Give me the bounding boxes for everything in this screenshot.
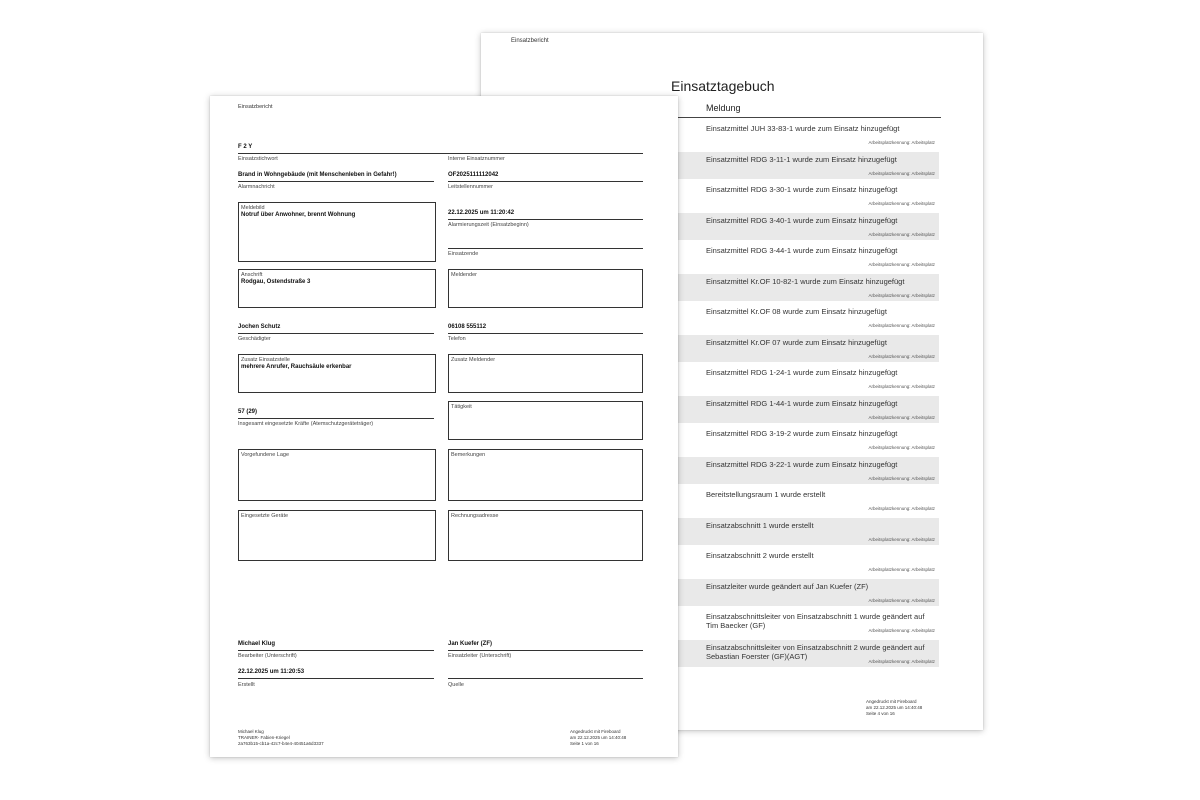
extra-location-box xyxy=(238,354,436,393)
divider xyxy=(238,678,434,679)
footer-line: Angedruckt mit Fireboard xyxy=(866,699,917,704)
row-message: Einsatzmittel RDG 1-24-1 wurde zum Einsatz hinzugefügt xyxy=(706,368,898,377)
row-workstation: Arbeitsplatzkennung: Arbeitsplatz xyxy=(868,262,935,267)
report-label: Meldebild xyxy=(241,205,265,211)
extra-location-label: Zusatz Einsatzstelle xyxy=(241,357,290,363)
row-message: Einsatzmittel RDG 3-40-1 wurde zum Einsatz hinzugefügt xyxy=(706,215,898,225)
reporter-label: Meldender xyxy=(451,272,477,278)
row-workstation: Arbeitsplatzkennung: Arbeitsplatz xyxy=(868,475,935,481)
divider xyxy=(448,333,643,334)
situation-box xyxy=(238,449,436,501)
row-message: Einsatzabschnittsleiter von Einsatzabschnitt 2 wurde geändert auf Sebastian Foerster (GF)(AGT) xyxy=(706,642,925,661)
phone-value: 06108 555112 xyxy=(448,324,487,330)
row-message: Einsatzmittel RDG 1-44-1 wurde zum Einsatz hinzugefügt xyxy=(706,398,898,408)
column-header-message: Meldung xyxy=(706,103,741,113)
row-message: Bereitstellungsraum 1 wurde erstellt xyxy=(706,490,826,499)
divider xyxy=(448,219,643,220)
row-message: Einsatzabschnitt 1 wurde erstellt xyxy=(706,520,814,530)
page-title: Einsatztagebuch xyxy=(671,78,775,94)
row-message: Einsatzmittel RDG 3-22-1 wurde zum Einsatz hinzugefügt xyxy=(706,459,898,469)
divider xyxy=(238,333,434,334)
row-workstation: Arbeitsplatzkennung: Arbeitsplatz xyxy=(868,170,935,176)
remarks-label: Bemerkungen xyxy=(451,452,486,458)
row-workstation: Arbeitsplatzkennung: Arbeitsplatz xyxy=(868,353,935,359)
row-message: Einsatzmittel Kr.OF 07 wurde zum Einsatz hinzugefügt xyxy=(706,337,887,347)
control-number-label: Leitstellennummer xyxy=(448,184,493,190)
row-workstation: Arbeitsplatzkennung: Arbeitsplatz xyxy=(868,506,935,511)
page-footer-right xyxy=(570,729,626,747)
row-message: Einsatzmittel JUH 33-83-1 wurde zum Einsatz hinzugefügt xyxy=(706,124,900,133)
row-workstation: Arbeitsplatzkennung: Arbeitsplatz xyxy=(868,445,935,450)
divider xyxy=(448,248,643,249)
row-message: Einsatzleiter wurde geändert auf Jan Kuefer (ZF) xyxy=(706,581,869,591)
leader-label: Einsatzleiter (Unterschrift) xyxy=(448,653,512,659)
leader-value: Jan Kuefer (ZF) xyxy=(448,641,493,647)
row-message: Einsatzmittel RDG 3-11-1 wurde zum Einsatz hinzugefügt xyxy=(706,154,897,164)
equipment-label: Eingesetzte Geräte xyxy=(241,513,289,519)
injured-value: Jochen Schutz xyxy=(238,324,281,330)
row-workstation: Arbeitsplatzkennung: Arbeitsplatz xyxy=(868,201,935,206)
row-workstation: Arbeitsplatzkennung: Arbeitsplatz xyxy=(868,231,935,237)
internal-number-value: OF2025111112042 xyxy=(448,172,499,178)
row-message: Einsatzmittel RDG 3-19-2 wurde zum Einsatz hinzugefügt xyxy=(706,429,898,438)
internal-number-label: Interne Einsatznummer xyxy=(448,156,505,162)
forces-value: 57 (29) xyxy=(238,409,258,415)
equipment-box xyxy=(238,510,436,561)
divider xyxy=(448,181,643,182)
divider xyxy=(238,153,643,154)
row-message: Einsatzmittel Kr.OF 10-82-1 wurde zum Einsatz hinzugefügt xyxy=(706,276,905,286)
activity-label: Tätigkeit xyxy=(451,404,472,410)
extra-reporter-box xyxy=(448,354,643,393)
end-label: Einsatzende xyxy=(448,251,479,257)
address-box xyxy=(238,269,436,308)
billing-label: Rechnungsadresse xyxy=(451,513,499,519)
injured-label: Geschädigter xyxy=(238,336,271,342)
page-header: Einsatzbericht xyxy=(511,38,549,44)
row-workstation: Arbeitsplatzkennung: Arbeitsplatz xyxy=(868,323,935,328)
report-page xyxy=(210,96,678,757)
footer-line: am 22.12.2025 um 14:40:48 xyxy=(570,735,627,740)
row-workstation: Arbeitsplatzkennung: Arbeitsplatz xyxy=(868,628,935,633)
forces-label: Insgesamt eingesetzte Kräfte (Atemschutzgeräteträger) xyxy=(238,421,374,427)
divider xyxy=(448,678,643,679)
page-header: Einsatzbericht xyxy=(238,104,273,110)
source-label: Quelle xyxy=(448,682,464,688)
row-message: Einsatzabschnitt 2 wurde erstellt xyxy=(706,551,814,560)
row-workstation: Arbeitsplatzkennung: Arbeitsplatz xyxy=(868,140,935,145)
alarm-message-label: Alarmnachricht xyxy=(238,184,275,190)
footer-line: Angedruckt mit Fireboard xyxy=(570,729,621,734)
address-value: Rodgau, Ostendstraße 3 xyxy=(241,279,311,285)
address-label: Anschrift xyxy=(241,272,263,278)
report-box xyxy=(238,202,436,262)
row-workstation: Arbeitsplatzkennung: Arbeitsplatz xyxy=(868,384,935,389)
keyword-label: Einsatzstichwort xyxy=(238,156,278,162)
editor-value: Michael Klug xyxy=(238,641,276,647)
alarm-time-value: 22.12.2025 um 11:20:42 xyxy=(448,210,515,216)
phone-label: Telefon xyxy=(448,336,466,342)
row-workstation: Arbeitsplatzkennung: Arbeitsplatz xyxy=(868,414,935,420)
divider xyxy=(238,650,434,651)
editor-label: Bearbeiter (Unterschrift) xyxy=(238,653,297,659)
remarks-box xyxy=(448,449,643,501)
row-workstation: Arbeitsplatzkennung: Arbeitsplatz xyxy=(868,536,935,542)
created-label: Erstellt xyxy=(238,682,255,688)
created-value: 22.12.2025 um 11:20:53 xyxy=(238,669,305,675)
reporter-box xyxy=(448,269,643,308)
billing-box xyxy=(448,510,643,561)
divider xyxy=(238,181,434,182)
row-workstation: Arbeitsplatzkennung: Arbeitsplatz xyxy=(868,658,935,664)
header-divider xyxy=(671,117,941,118)
footer-line: TRAINER- Fabien-Kriegel xyxy=(238,735,290,740)
row-message: Einsatzmittel RDG 3-44-1 wurde zum Einsatz hinzugefügt xyxy=(706,246,898,255)
row-message: Einsatzmittel Kr.OF 08 wurde zum Einsatz hinzugefügt xyxy=(706,307,887,316)
row-message: Einsatzabschnittsleiter von Einsatzabschnitt 1 wurde geändert auf Tim Baecker (GF) xyxy=(706,612,925,630)
extra-reporter-label: Zusatz Meldender xyxy=(451,357,496,363)
footer-line: 2a763b15-cb1a-42c7-b4e4-40451a6d3337 xyxy=(238,741,324,746)
dispatch-code: F 2 Y xyxy=(238,144,253,150)
footer-line: Seite 1 von 16 xyxy=(570,741,599,746)
divider xyxy=(448,650,643,651)
report-value: Notruf über Anwohner, brennt Wohnung xyxy=(241,212,356,218)
footer-line: Michael Klug xyxy=(238,729,264,734)
page-footer xyxy=(866,699,922,717)
divider xyxy=(238,418,434,419)
page-footer-left xyxy=(238,729,324,747)
situation-label: Vorgefundene Lage xyxy=(241,452,290,458)
alarm-time-label: Alarmierungszeit (Einsatzbeginn) xyxy=(448,222,529,228)
extra-location-value: mehrere Anrufer, Rauchsäule erkenbar xyxy=(241,364,352,370)
row-workstation: Arbeitsplatzkennung: Arbeitsplatz xyxy=(868,567,935,572)
footer-line: am 22.12.2025 um 14:40:48 xyxy=(866,705,923,710)
row-workstation: Arbeitsplatzkennung: Arbeitsplatz xyxy=(868,292,935,298)
activity-box xyxy=(448,401,643,440)
row-workstation: Arbeitsplatzkennung: Arbeitsplatz xyxy=(868,597,935,603)
keyword-value: Brand in Wohngebäude (mit Menschenleben in Gefahr!) xyxy=(238,172,397,178)
footer-line: Seite 4 von 16 xyxy=(866,711,895,716)
row-message: Einsatzmittel RDG 3-30-1 wurde zum Einsatz hinzugefügt xyxy=(706,185,898,194)
